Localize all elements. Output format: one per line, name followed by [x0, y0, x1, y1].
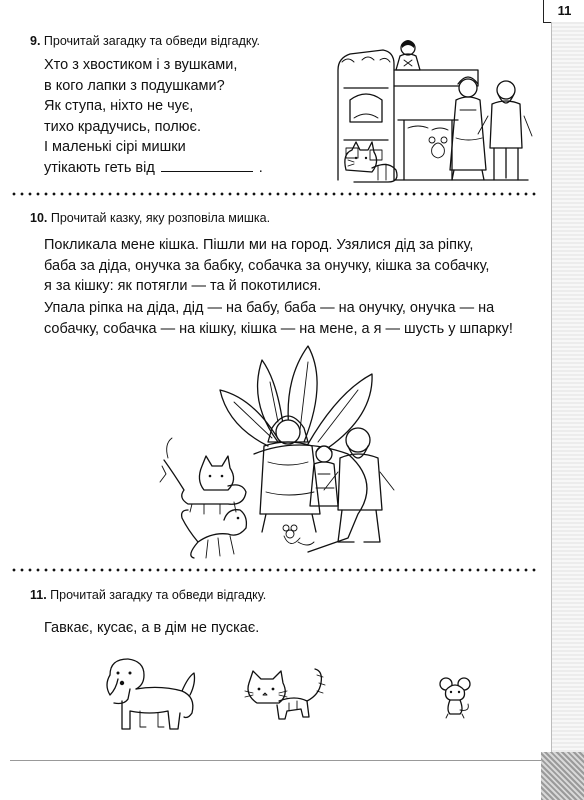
task-11-instruction: Прочитай загадку та обведи відгадку.: [50, 588, 267, 602]
task-10-instruction: Прочитай казку, яку розповіла мишка.: [50, 211, 271, 225]
story-line: Упала ріпка на діда, дід — на бабу, баба — на онучку, онучка — на: [44, 300, 495, 316]
section-divider: [10, 566, 540, 574]
page-number: 11: [543, 0, 584, 23]
task-10-title: [30, 211, 270, 225]
riddle-line: утікають геть від: [44, 159, 155, 176]
task-9-riddle: [44, 55, 263, 178]
riddle-line: Хто з хвостиком і з вушками,: [44, 57, 238, 73]
cat-icon[interactable]: [245, 665, 335, 725]
story-line: Покликала мене кішка. Пішли ми на город. Узялися дід за ріпку,: [44, 237, 474, 253]
story-paragraph-1: [44, 235, 542, 297]
riddle-line: І маленькі сірі мишки: [44, 139, 186, 155]
turnip-tale-illustration: [158, 342, 426, 560]
task-11-title: [30, 588, 266, 602]
page-edge-strip: [551, 22, 584, 752]
page-bottom-line: [10, 760, 541, 761]
page-corner-pattern: [541, 752, 584, 800]
riddle-line-last: [44, 158, 263, 179]
story-paragraph-2: [44, 298, 542, 339]
task-9-number: 9.: [30, 34, 41, 48]
answer-blank[interactable]: [161, 159, 253, 172]
riddle-line: Як ступа, ніхто не чує,: [44, 98, 194, 114]
riddle-line: в кого лапки з подушками?: [44, 77, 225, 94]
section-divider: [10, 190, 540, 198]
mouse-icon[interactable]: [438, 676, 474, 718]
task-9-instruction: Прочитай загадку та обведи відгадку.: [43, 34, 260, 48]
story-line: собачку, собачка — на кішку, кішка — на мене, а я — шусть у шпарку!: [44, 320, 513, 337]
task-9-title: [30, 34, 260, 48]
riddle-line-end: .: [258, 159, 263, 176]
dog-icon[interactable]: [100, 655, 200, 735]
story-line: я за кішку: як потягли — та й покотилися.: [44, 278, 322, 294]
story-line: баба за діда, онучка за бабку, собачка за онучку, кішка за собачку,: [44, 257, 490, 274]
riddle-line: тихо крадучись, полює.: [44, 118, 201, 135]
family-stove-cat-illustration: [328, 30, 538, 195]
task-11-riddle: Гавкає, кусає, а в дім не пускає.: [44, 620, 260, 636]
task-10-number: 10.: [30, 211, 48, 225]
task-11-number: 11.: [30, 588, 47, 602]
